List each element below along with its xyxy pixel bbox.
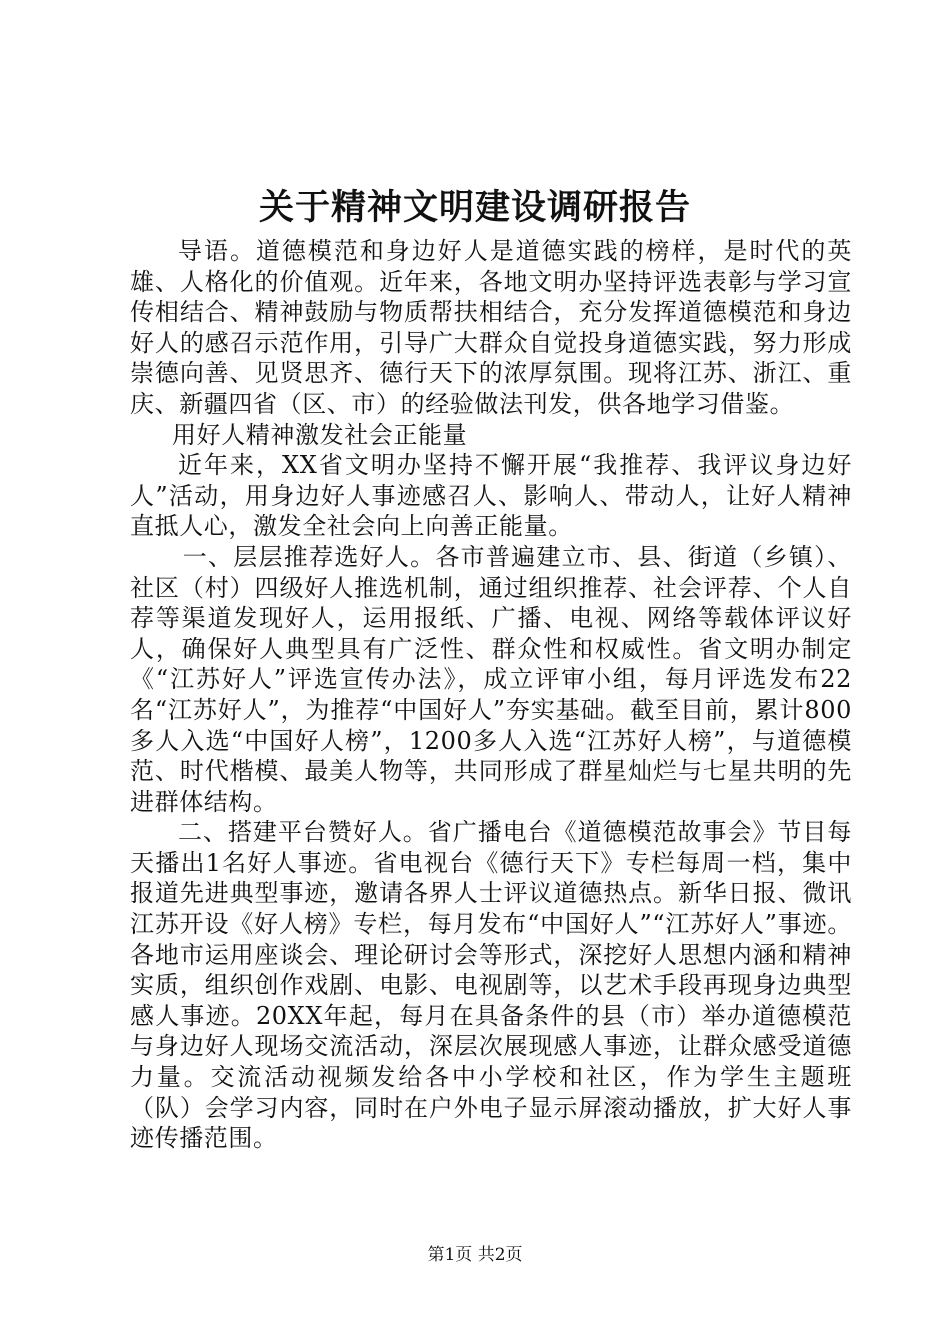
point-one-paragraph: 一、层层推荐选好人。各市普遍建立市、县、街道（乡镇）、社区（村）四级好人推选机制，通过组织推荐、社会评荐、个人自荐等渠道发现好人，运用报纸、广播、电视、网络等载体评议好人，确保好人典型具有广泛性、群众性和权威性。省文明办制定《“江苏好人”评选宣传办法》，成立评审小组，每月评选发布22名“江苏好人”，为推荐“中国好人”夯实基础。截至目前，累计800多人入选“中国好人榜”，1200多人入选“江苏好人榜”，与道德模范、时代楷模、最美人物等，共同形成了群星灿烂与七星共明的先进群体结构。 [130, 542, 852, 816]
document-title: 关于精神文明建设调研报告 [258, 187, 691, 228]
section-heading: 用好人精神激发社会正能量 [172, 420, 468, 449]
section-intro-paragraph: 近年来，XX省文明办坚持不懈开展“我推荐、我评议身边好人”活动，用身边好人事迹感召人、影响人、带动人，让好人精神直抵人心，激发全社会向上向善正能量。 [130, 451, 852, 541]
intro-paragraph: 导语。道德模范和身边好人是道德实践的榜样，是时代的英雄、人格化的价值观。近年来，各地文明办坚持评选表彰与学习宣传相结合、精神鼓励与物质帮扶相结合，充分发挥道德模范和身边好人的感召示范作用，引导广大群众自觉投身道德实践，努力形成崇德向善、见贤思齐、德行天下的浓厚氛围。现将江苏、浙江、重庆、新疆四省（区、市）的经验做法刊发，供各地学习借鉴。 [130, 237, 852, 418]
document-body [130, 236, 852, 1154]
page-footer: 第1页 共2页 [427, 1245, 523, 1265]
point-two-paragraph: 二、搭建平台赞好人。省广播电台《道德模范故事会》节目每天播出1名好人事迹。省电视台《德行天下》专栏每周一档，集中报道先进典型事迹，邀请各界人士评议道德热点。新华日报、微讯江苏开设《好人榜》专栏，每月发布“中国好人”“江苏好人”事迹。各地市运用座谈会、理论研讨会等形式，深挖好人思想内涵和精神实质，组织创作戏剧、电影、电视剧等，以艺术手段再现身边典型感人事迹。20XX年起，每月在具备条件的县（市）举办道德模范与身边好人现场交流活动，深层次展现感人事迹，让群众感受道德力量。交流活动视频发给各中小学校和社区，作为学生主题班（队）会学习内容，同时在户外电子显示屏滚动播放，扩大好人事迹传播范围。 [130, 818, 852, 1153]
